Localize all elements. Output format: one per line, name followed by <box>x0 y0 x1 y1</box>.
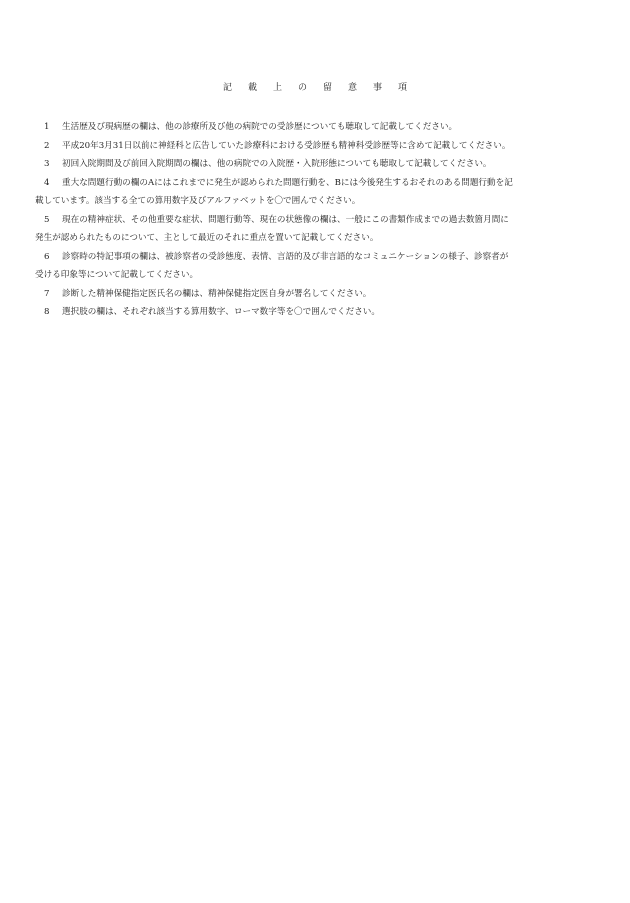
note-text: 平成20年3月31日以前に神経科と広告していた診療科における受診歴も精神科受診歴等に含めて記載してください。 <box>62 140 511 151</box>
note-number: 2 <box>44 140 50 151</box>
note-item <box>44 248 604 267</box>
note-item <box>44 118 604 137</box>
document-title: 記載上の留意事項 <box>222 83 423 93</box>
note-text: 診察時の特記事項の欄は、被診察者の受診態度、表情、言語的及び非言語的なコミュニケーションの様子、診察者が <box>62 251 509 262</box>
note-number: 7 <box>44 288 50 299</box>
note-number: 6 <box>44 251 50 262</box>
note-number: 5 <box>44 214 50 225</box>
note-text: 生活歴及び現病歴の欄は、他の診療所及び他の病院での受診歴についても聴取して記載してください。 <box>62 122 458 132</box>
notes-list <box>35 118 604 322</box>
note-item <box>44 137 604 156</box>
note-text: 診断した精神保健指定医氏名の欄は、精神保健指定医自身が署名してください。 <box>62 288 372 299</box>
note-continuation-text: 載しています。該当する全ての算用数字及びアルファベットを〇で囲んでください。 <box>35 196 361 206</box>
note-item <box>44 303 604 322</box>
note-continuation-text: 発生が認められたものについて、主として最近のそれに重点を置いて記載してください。 <box>35 233 379 243</box>
note-item <box>44 155 604 174</box>
note-text: 重大な問題行動の欄のAにはこれまでに発生が認められた問題行動を、Bには今後発生するおそれのある問題行動を記 <box>62 177 513 188</box>
note-item <box>44 211 604 230</box>
note-number: 4 <box>44 177 50 188</box>
note-item <box>44 285 604 304</box>
note-number: 3 <box>44 159 50 169</box>
note-item <box>44 174 604 193</box>
note-text: 現在の精神症状、その他重要な症状、問題行動等、現在の状態像の欄は、一般にこの書類作成までの過去数箇月間に <box>62 214 509 225</box>
note-number: 8 <box>44 307 50 317</box>
note-continuation-text: 受ける印象等について記載してください。 <box>35 270 199 280</box>
note-text: 初回入院期間及び前回入院期間の欄は、他の病院での入院歴・入院形態についても聴取して記載してください。 <box>62 159 492 169</box>
note-text: 選択肢の欄は、それぞれ該当する算用数字、ローマ数字等を〇で囲んでください。 <box>62 307 380 317</box>
note-number: 1 <box>44 122 50 132</box>
